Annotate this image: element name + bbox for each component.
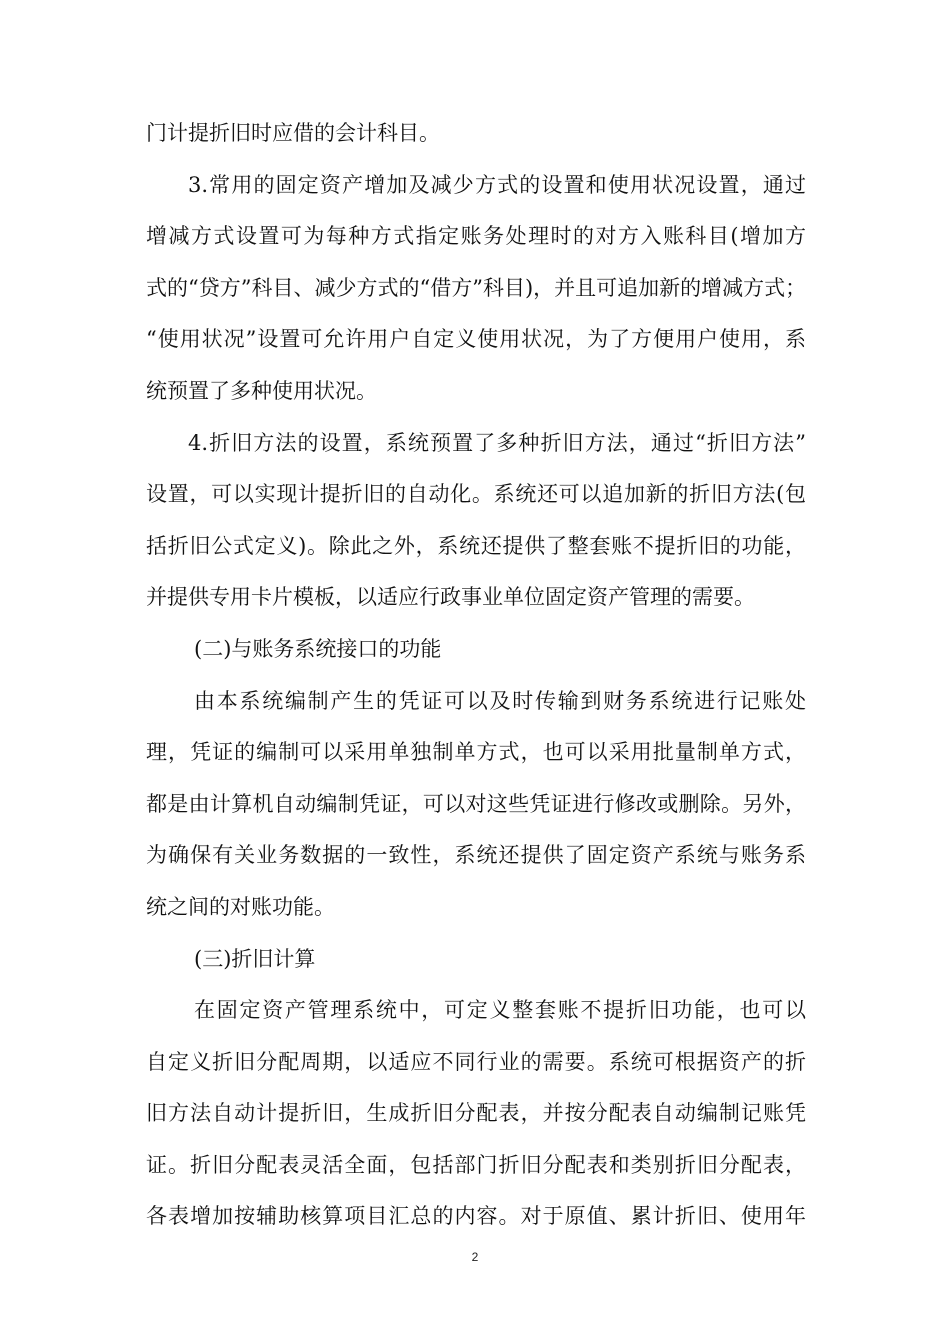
text-line: 由本系统编制产生的凭证可以及时传输到财务系统进行记账处: [194, 688, 806, 713]
text-line: 旧方法自动计提折旧，生成折旧分配表，并按分配表自动编制记账凭: [146, 1101, 806, 1126]
text-line: 统预置了多种使用状况。: [146, 378, 377, 403]
text-line: 括折旧公式定义)。除此之外，系统还提供了整套账不提折旧的功能，: [146, 533, 806, 558]
section-heading: (三)折旧计算: [194, 946, 316, 971]
text-line: “使用状况”设置可允许用户自定义使用状况，为了方便用户使用，系: [146, 327, 806, 352]
text-line: 理，凭证的编制可以采用单独制单方式，也可以采用批量制单方式，: [146, 740, 806, 765]
text-line: 自定义折旧分配周期，以适应不同行业的需要。系统可根据资产的折: [146, 1049, 806, 1074]
text-line: 3.常用的固定资产增加及减少方式的设置和使用状况设置，通过: [188, 172, 806, 197]
text-line: 门计提折旧时应借的会计科目。: [146, 121, 440, 145]
text-line: 在固定资产管理系统中，可定义整套账不提折旧功能，也可以: [194, 998, 806, 1023]
text-line: 为确保有关业务数据的一致性，系统还提供了固定资产系统与账务系: [146, 843, 806, 868]
text-line: 统之间的对账功能。: [146, 894, 335, 919]
body-text: [146, 108, 806, 1243]
page-number: 2: [471, 1250, 479, 1264]
section-heading: (二)与账务系统接口的功能: [194, 636, 442, 661]
text-line: 式的“贷方”科目、减少方式的“借方”科目)，并且可追加新的增减方式；: [146, 275, 807, 300]
text-line: 证。折旧分配表灵活全面，包括部门折旧分配表和类别折旧分配表，: [146, 1152, 806, 1177]
text-line: 增减方式设置可为每种方式指定账务处理时的对方入账科目(增加方: [146, 224, 806, 249]
text-line: 并提供专用卡片模板，以适应行政事业单位固定资产管理的需要。: [146, 585, 755, 610]
text-line: 都是由计算机自动编制凭证，可以对这些凭证进行修改或删除。另外，: [146, 791, 806, 816]
text-line: 设置，可以实现计提折旧的自动化。系统还可以追加新的折旧方法(包: [146, 482, 806, 507]
text-line: 各表增加按辅助核算项目汇总的内容。对于原值、累计折旧、使用年: [146, 1204, 806, 1229]
text-line: 4.折旧方法的设置，系统预置了多种折旧方法，通过“折旧方法”: [188, 430, 806, 455]
